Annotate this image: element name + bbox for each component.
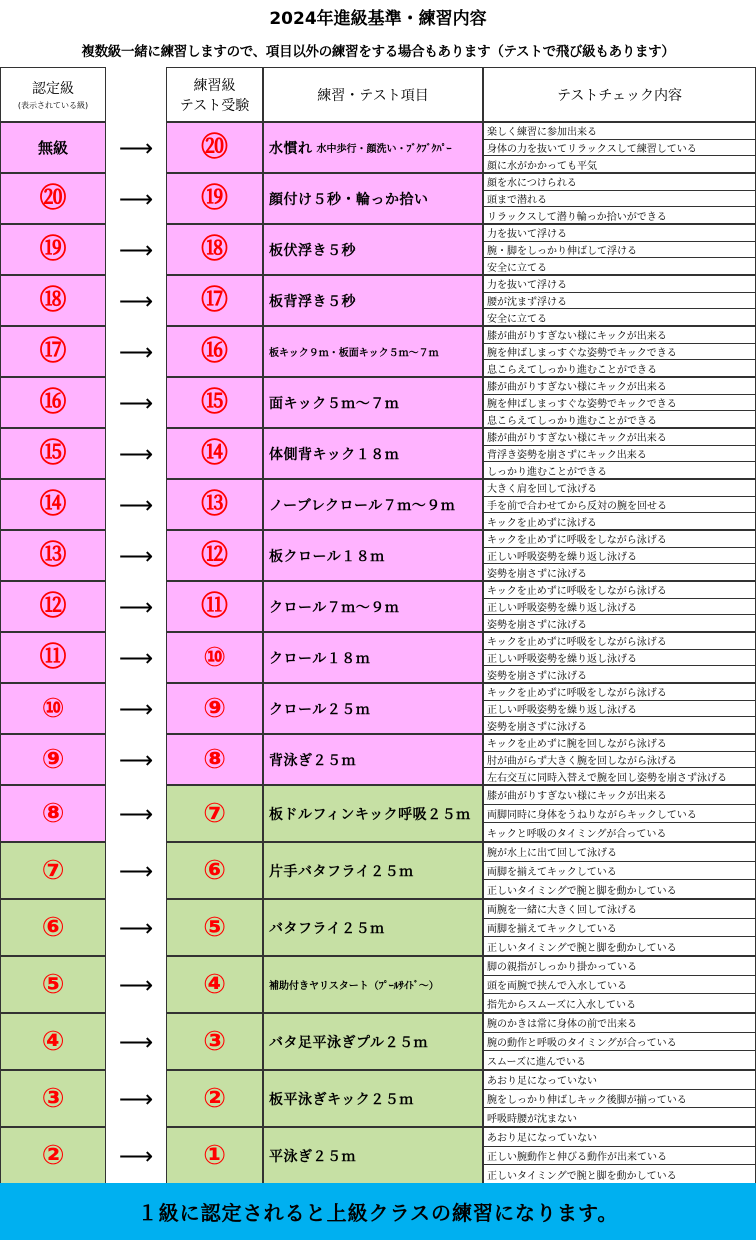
check-item: 姿勢を崩さずに泳げる: [487, 721, 587, 733]
test-level: ⑬: [201, 489, 228, 520]
practice-item: 板伏浮き５秒: [269, 242, 356, 259]
arrow-icon: ⟶: [118, 133, 154, 162]
check-list: [483, 479, 756, 530]
check-list: [483, 1013, 756, 1070]
table-row: [0, 326, 756, 377]
test-level: ⑱: [201, 234, 228, 265]
table-row: [0, 224, 756, 275]
arrow-icon: ⟶: [118, 799, 154, 828]
test-level: ⑦: [203, 798, 226, 829]
table-row: [0, 632, 756, 683]
cert-level: ③: [41, 1083, 65, 1114]
check-list: [483, 122, 756, 173]
test-level-cell: [166, 326, 263, 377]
cert-level: ⑭: [39, 489, 67, 520]
cert-level-cell: [0, 842, 106, 899]
practice-item-note: 板キック９ｍ・板面キック５ｍ～７ｍ: [269, 348, 439, 359]
test-level-cell: [166, 734, 263, 785]
check-item: 肘が曲がらず大きく腕を回しながら泳げる: [484, 752, 755, 769]
check-item: 両腕を一緒に大きく回して泳げる: [484, 900, 755, 919]
cert-level-cell: [0, 899, 106, 956]
check-item: 正しいタイミングで腕と脚を動かしている: [487, 942, 677, 954]
practice-item: 板クロール１８ｍ: [269, 548, 385, 565]
practice-item: 顔付け５秒・輪っか拾い: [269, 191, 429, 208]
practice-item-cell: [263, 683, 483, 734]
practice-item-cell: [263, 899, 483, 956]
cert-level-cell: [0, 1013, 106, 1070]
check-item: 正しい腕動作と伸びる動作が出来ている: [484, 1147, 755, 1166]
cert-level: ⑩: [41, 693, 65, 724]
check-item: 正しい呼吸姿勢を繰り返し泳げる: [484, 548, 755, 565]
check-item: 左右交互に同時入替えで腕を回し姿勢を崩さず泳げる: [487, 772, 727, 784]
cert-level-cell: [0, 326, 106, 377]
arrow-icon: ⟶: [118, 286, 154, 315]
check-item: 正しいタイミングで腕と脚を動かしている: [487, 885, 677, 897]
check-item: 顔を水につけられる: [484, 174, 755, 191]
practice-item-cell: [263, 632, 483, 683]
check-list: [483, 581, 756, 632]
check-list: [483, 326, 756, 377]
practice-item-cell: [263, 1127, 483, 1184]
check-list: [483, 734, 756, 785]
arrow-icon: ⟶: [118, 643, 154, 672]
test-level: ⑰: [201, 285, 228, 316]
cert-level: ⑮: [39, 438, 67, 469]
table-row: [0, 530, 756, 581]
cert-level: ⑦: [41, 855, 65, 886]
table-row: [0, 956, 756, 1013]
check-item: キックを止めずに腕を回しながら泳げる: [484, 735, 755, 752]
test-level: ①: [203, 1140, 226, 1171]
table-row: [0, 842, 756, 899]
check-item: 腕・脚をしっかり伸ばして浮ける: [484, 242, 755, 259]
test-level: ⑧: [203, 744, 226, 775]
table-row: [0, 785, 756, 842]
cert-level: ②: [41, 1140, 65, 1171]
test-level: ⑤: [203, 912, 226, 943]
practice-item-cell: [263, 842, 483, 899]
check-item: 膝が曲がりすぎない様にキックが出来る: [484, 327, 755, 344]
cert-level: ⑨: [41, 744, 65, 775]
practice-item: 板平泳ぎキック２５ｍ: [269, 1091, 414, 1108]
check-list: [483, 1070, 756, 1127]
arrow-icon: ⟶: [118, 1084, 154, 1113]
test-level-cell: [166, 173, 263, 224]
test-level-cell: [166, 632, 263, 683]
check-item: 腕をしっかり伸ばしキック後脚が揃っている: [484, 1090, 755, 1109]
table-row: [0, 428, 756, 479]
table-row: [0, 734, 756, 785]
test-level-cell: [166, 683, 263, 734]
cert-level-cell: [0, 173, 106, 224]
check-item: 膝が曲がりすぎない様にキックが出来る: [484, 786, 755, 805]
table-row: [0, 1127, 756, 1184]
test-level: ⑪: [201, 591, 228, 622]
arrow-icon: ⟶: [118, 337, 154, 366]
cert-level-cell: [0, 683, 106, 734]
practice-item-cell: [263, 377, 483, 428]
check-item: 膝が曲がりすぎない様にキックが出来る: [484, 429, 755, 446]
arrow-icon: ⟶: [118, 913, 154, 942]
table-row: [0, 479, 756, 530]
test-level-cell: [166, 899, 263, 956]
check-item: 正しい呼吸姿勢を繰り返し泳げる: [484, 599, 755, 616]
check-item: キックを止めずに泳げる: [487, 517, 597, 529]
check-item: 腕の動作と呼吸のタイミングが合っている: [484, 1033, 755, 1052]
check-list: [483, 224, 756, 275]
check-list: [483, 632, 756, 683]
check-list: [483, 173, 756, 224]
table-row: [0, 581, 756, 632]
header-item: [263, 67, 483, 122]
practice-item: クロール７ｍ～９ｍ: [269, 599, 400, 616]
cert-level-cell: [0, 785, 106, 842]
test-level: ③: [203, 1026, 226, 1057]
table-row: [0, 1013, 756, 1070]
practice-item: 板背浮き５秒: [269, 293, 356, 310]
arrow-icon: ⟶: [118, 184, 154, 213]
practice-item-cell: [263, 326, 483, 377]
practice-item-cell: [263, 1013, 483, 1070]
header-item-label: 練習・テスト項目: [317, 87, 429, 104]
check-item: 腰が沈まず浮ける: [484, 293, 755, 310]
cert-level: ⑬: [39, 540, 67, 571]
cert-level: ⑰: [39, 336, 67, 367]
test-level: ⑭: [201, 438, 228, 469]
practice-item: 片手バタフライ２５ｍ: [269, 863, 414, 880]
practice-item-cell: [263, 173, 483, 224]
check-item: 腕を伸ばしまっすぐな姿勢でキックできる: [484, 395, 755, 412]
check-item: キックを止めずに呼吸をしながら泳げる: [484, 684, 755, 701]
check-item: 呼吸時腰が沈まない: [487, 1113, 577, 1125]
cert-level: ⑳: [39, 183, 67, 214]
arrow-icon: ⟶: [118, 970, 154, 999]
test-level-cell: [166, 785, 263, 842]
cert-level: ④: [41, 1026, 65, 1057]
header-cert: [0, 67, 106, 122]
cert-level-cell: [0, 275, 106, 326]
test-level-cell: [166, 224, 263, 275]
check-item: 正しい呼吸姿勢を繰り返し泳げる: [484, 650, 755, 667]
check-item: 姿勢を崩さずに泳げる: [487, 619, 587, 631]
check-list: [483, 683, 756, 734]
header-checks-label: テストチェック内容: [556, 87, 683, 104]
test-level-cell: [166, 581, 263, 632]
arrow-icon: ⟶: [118, 235, 154, 264]
cert-level: ⑫: [39, 591, 67, 622]
check-item: 脚の親指がしっかり掛かっている: [484, 957, 755, 976]
arrow-icon: ⟶: [118, 490, 154, 519]
page-title: 2024年進級基準・練習内容: [269, 9, 487, 29]
test-level-cell: [166, 1127, 263, 1184]
test-level-cell: [166, 275, 263, 326]
practice-item-cell: [263, 479, 483, 530]
test-level: ⑫: [201, 540, 228, 571]
check-item: 安全に立てる: [487, 313, 547, 325]
practice-item: 背泳ぎ２５ｍ: [269, 752, 356, 769]
test-level: ⑩: [203, 642, 226, 673]
check-item: あおり足になっていない: [484, 1071, 755, 1090]
check-item: 両脚を揃えてキックしている: [484, 862, 755, 881]
test-level: ④: [203, 969, 226, 1000]
practice-item: 水慣れ: [269, 140, 313, 157]
arrow-icon: ⟶: [118, 592, 154, 621]
practice-item-cell: [263, 785, 483, 842]
cert-level-cell: [0, 479, 106, 530]
table-row: [0, 683, 756, 734]
check-list: [483, 899, 756, 956]
practice-item-note: 水中歩行・顔洗い・ﾌﾞｸﾌﾞｸﾊﾟｰ: [316, 144, 452, 155]
practice-item: 板ドルフィンキック呼吸２５ｍ: [269, 806, 471, 823]
arrow-icon: ⟶: [118, 1027, 154, 1056]
check-item: 息こらえてしっかり進むことができる: [487, 415, 657, 427]
check-item: 手を前で合わせてから反対の腕を回せる: [484, 497, 755, 514]
test-level-cell: [166, 842, 263, 899]
cert-level-cell: [0, 377, 106, 428]
check-list: [483, 785, 756, 842]
test-level-cell: [166, 479, 263, 530]
check-list: [483, 428, 756, 479]
practice-item-cell: [263, 224, 483, 275]
header-test: [166, 67, 263, 122]
practice-item-cell: [263, 428, 483, 479]
arrow-icon: ⟶: [118, 745, 154, 774]
arrow-icon: ⟶: [118, 856, 154, 885]
practice-item-cell: [263, 734, 483, 785]
header-cert-note: (表示されている級): [17, 101, 89, 110]
check-item: キックを止めずに呼吸をしながら泳げる: [484, 531, 755, 548]
test-level-cell: [166, 1070, 263, 1127]
check-item: あおり足になっていない: [484, 1128, 755, 1147]
test-level-cell: [166, 428, 263, 479]
test-level: ⑲: [201, 183, 228, 214]
table-row: [0, 122, 756, 173]
practice-item-cell: [263, 530, 483, 581]
test-level-cell: [166, 956, 263, 1013]
arrow-icon: ⟶: [118, 541, 154, 570]
check-list: [483, 530, 756, 581]
practice-item-note: 補助付きヤリスタート（ﾌﾟｰﾙｻｲﾄﾞ～）: [269, 981, 439, 992]
check-item: 正しいタイミングで腕と脚を動かしている: [487, 1170, 677, 1182]
check-item: 力を抜いて浮ける: [484, 225, 755, 242]
practice-item: 体側背キック１８ｍ: [269, 446, 400, 463]
check-item: 指先からスムーズに入水している: [487, 999, 636, 1011]
test-level-cell: [166, 377, 263, 428]
check-item: 姿勢を崩さずに泳げる: [487, 670, 587, 682]
check-list: [483, 956, 756, 1013]
test-level: ②: [203, 1083, 226, 1114]
check-item: スムーズに進んでいる: [487, 1056, 586, 1068]
cert-level: 無級: [37, 139, 68, 157]
test-level: ⑥: [203, 855, 226, 886]
practice-item: 平泳ぎ２５ｍ: [269, 1148, 356, 1165]
practice-item-cell: [263, 956, 483, 1013]
practice-item: クロール１８ｍ: [269, 650, 371, 667]
check-item: 背浮き姿勢を崩さずにキック出来る: [484, 446, 755, 463]
cert-level: ⑯: [39, 387, 67, 418]
cert-level-cell: [0, 1070, 106, 1127]
arrow-icon: ⟶: [118, 439, 154, 468]
practice-item-cell: [263, 581, 483, 632]
practice-item: バタ足平泳ぎプル２５ｍ: [269, 1034, 428, 1051]
test-level-cell: [166, 122, 263, 173]
practice-item: 面キック５ｍ～７ｍ: [269, 395, 400, 412]
test-level-cell: [166, 530, 263, 581]
check-item: 安全に立てる: [487, 262, 547, 274]
header-cert-label: 認定級: [32, 81, 74, 97]
cert-level-cell: [0, 1127, 106, 1184]
cert-level-cell: [0, 734, 106, 785]
header-test-line1: 練習級: [193, 77, 236, 94]
practice-item: クロール２５ｍ: [269, 701, 371, 718]
cert-level: ⑱: [39, 285, 67, 316]
test-level: ⑮: [201, 387, 228, 418]
cert-level-cell: [0, 581, 106, 632]
practice-item: バタフライ２５ｍ: [269, 920, 385, 937]
check-item: 腕が水上に出て回して泳げる: [484, 843, 755, 862]
header-checks: [483, 67, 756, 122]
arrow-icon: ⟶: [118, 694, 154, 723]
cert-level-cell: [0, 632, 106, 683]
check-item: 膝が曲がりすぎない様にキックが出来る: [484, 378, 755, 395]
test-level: ⑳: [201, 132, 228, 163]
table-row: [0, 1070, 756, 1127]
cert-level-cell: [0, 428, 106, 479]
check-item: しっかり進むことができる: [487, 466, 607, 478]
check-item: キックを止めずに呼吸をしながら泳げる: [484, 582, 755, 599]
cert-level-cell: [0, 122, 106, 173]
check-list: [483, 842, 756, 899]
cert-level: ⑧: [41, 798, 65, 829]
cert-level: ⑲: [39, 234, 67, 265]
cert-level-cell: [0, 530, 106, 581]
table-row: [0, 173, 756, 224]
arrow-icon: ⟶: [118, 388, 154, 417]
check-item: 両脚を揃えてキックしている: [484, 919, 755, 938]
check-item: 息こらえてしっかり進むことができる: [487, 364, 657, 376]
test-level: ⑯: [201, 336, 228, 367]
check-item: 腕のかきは常に身体の前で出来る: [484, 1014, 755, 1033]
cert-level-cell: [0, 224, 106, 275]
check-item: 身体の力を抜いてリラックスして練習している: [484, 140, 755, 157]
footer-banner: １級に認定されると上級クラスの練習になります。: [0, 1183, 756, 1240]
cert-level: ⑤: [41, 969, 65, 1000]
check-item: 力を抜いて浮ける: [484, 276, 755, 293]
table-row: [0, 275, 756, 326]
page-subtitle: 複数級一緒に練習しますので、項目以外の練習をする場合もあります（テストで飛び級もあります）: [81, 44, 675, 60]
practice-item-cell: [263, 122, 483, 173]
check-item: 楽しく練習に参加出来る: [484, 123, 755, 140]
table-row: [0, 377, 756, 428]
cert-level: ⑪: [39, 642, 67, 673]
check-item: リラックスして潜り輪っか拾いができる: [487, 211, 667, 223]
table-row: [0, 899, 756, 956]
check-item: 頭まで潜れる: [484, 191, 755, 208]
check-item: 腕を伸ばしまっすぐな姿勢でキックできる: [484, 344, 755, 361]
test-level-cell: [166, 1013, 263, 1070]
check-item: 頭を両腕で挟んで入水している: [484, 976, 755, 995]
check-item: 正しい呼吸姿勢を繰り返し泳げる: [484, 701, 755, 718]
check-item: キックを止めずに呼吸をしながら泳げる: [484, 633, 755, 650]
check-item: 顔に水がかかっても平気: [487, 160, 597, 172]
practice-item-cell: [263, 1070, 483, 1127]
check-item: 大きく肩を回して泳げる: [484, 480, 755, 497]
check-list: [483, 275, 756, 326]
header-test-line2: テスト受験: [179, 97, 250, 114]
check-list: [483, 1127, 756, 1184]
check-list: [483, 377, 756, 428]
check-item: キックと呼吸のタイミングが合っている: [487, 828, 667, 840]
practice-item-cell: [263, 275, 483, 326]
test-level: ⑨: [203, 693, 226, 724]
check-item: 両脚同時に身体をうねりながらキックしている: [484, 805, 755, 824]
practice-item: ノーブレクロール７ｍ～９ｍ: [269, 497, 456, 514]
cert-level-cell: [0, 956, 106, 1013]
check-item: 姿勢を崩さずに泳げる: [487, 568, 587, 580]
arrow-icon: ⟶: [118, 1141, 154, 1170]
cert-level: ⑥: [41, 912, 65, 943]
